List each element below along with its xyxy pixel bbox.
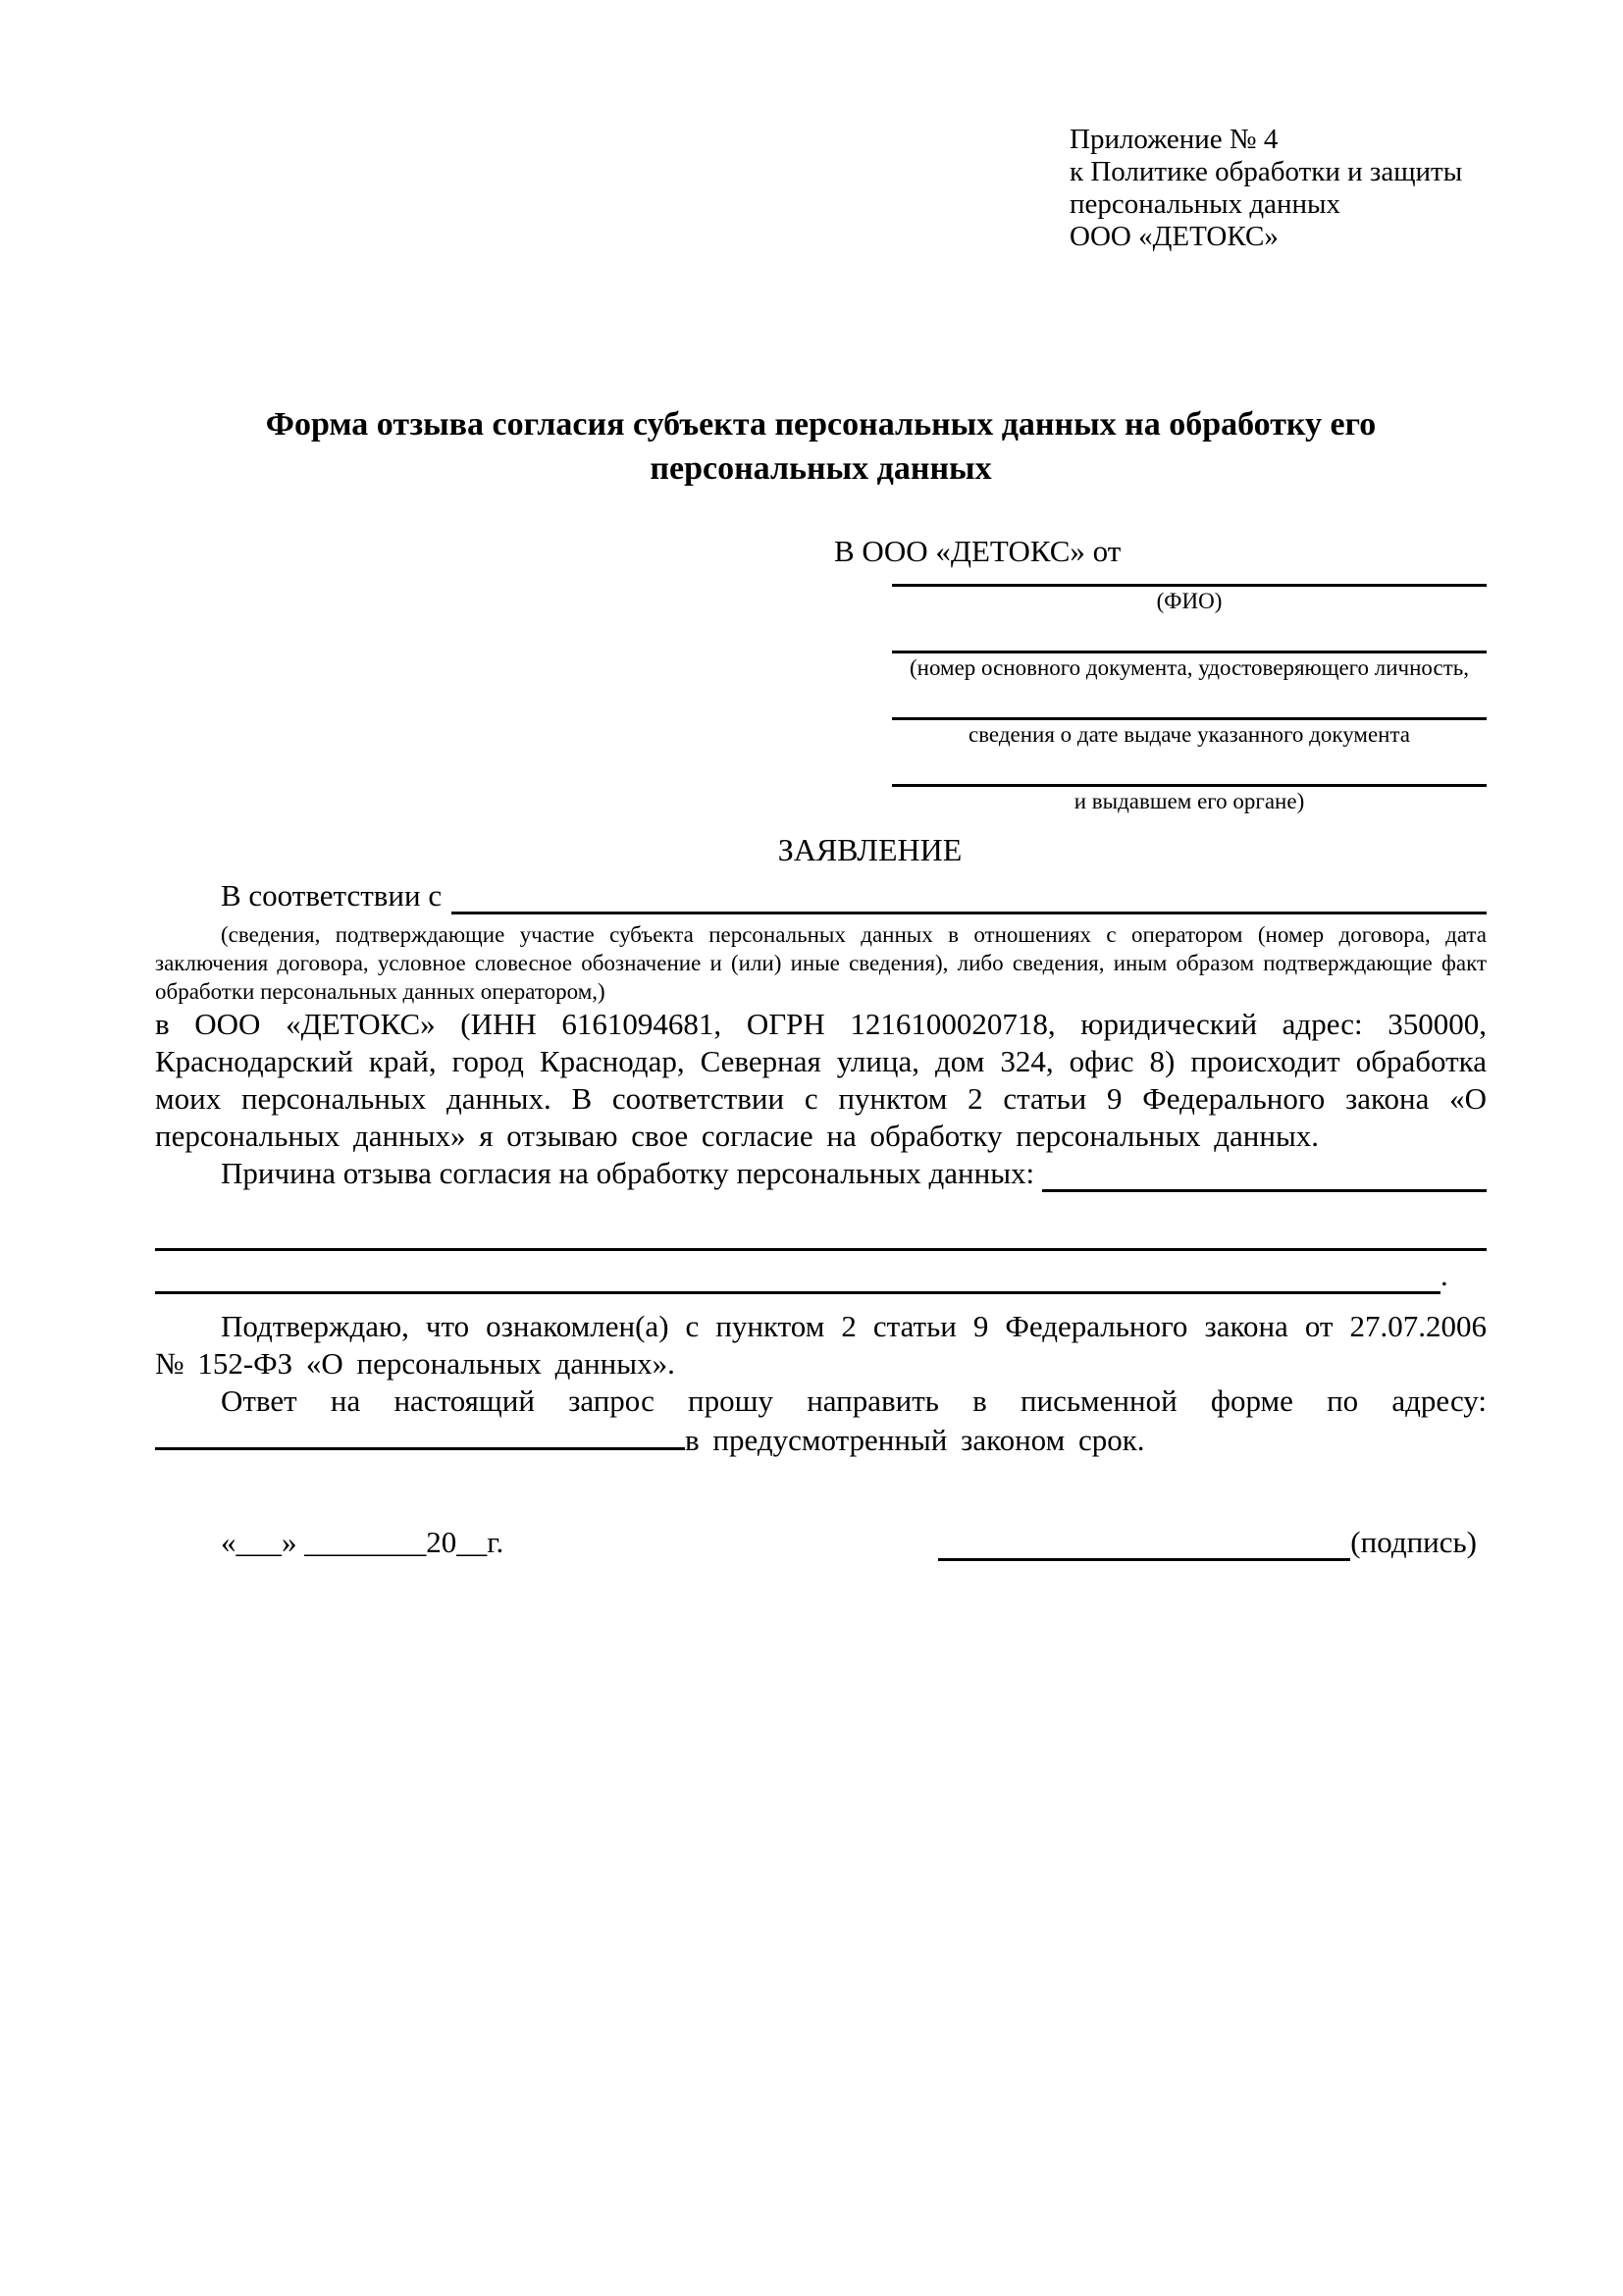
- reason-row: [155, 1155, 1487, 1192]
- basis-note: (сведения, подтверждающие участие субъекта персональных данных в отношениях с оператором (номер договора, дата заключения договора, условное словесное обозначение и (или) иные сведения), либо сведения, иным образом подтверждающие факт обработки персональных данных оператором,): [155, 922, 1487, 1004]
- issue-date-caption: сведения о дате выдаче указанного документа: [968, 722, 1411, 747]
- main-paragraph: в ООО «ДЕТОКС» (ИНН 6161094681, ОГРН 1216100020718, юридический адрес: 350000, Краснодарский край, город Краснодар, Северная улица, дом 324, офис 8) происходит обработка моих персональных данных. В соответствии с пунктом 2 статьи 9 Федерального закона «О персональных данных» я отзываю свое согласие на обработку персональных данных.: [155, 1007, 1487, 1153]
- signature-field[interactable]: [938, 1530, 1350, 1561]
- reason-extra-row: [155, 1251, 1487, 1294]
- basis-label: В соответствии с: [221, 878, 443, 913]
- document-title: Форма отзыва согласия субъекта персональных данных на обработку его персональных данных: [265, 406, 1377, 487]
- appendix-line: Приложение № 4: [1070, 124, 1279, 155]
- statement-heading: ЗАЯВЛЕНИЕ: [777, 832, 963, 867]
- id-document-field[interactable]: [892, 616, 1487, 653]
- reply-paragraph: [155, 1383, 1487, 1459]
- reply-prefix-text: Ответ на настоящий запрос прошу направить в письменной форме по адресу:: [221, 1383, 1487, 1418]
- issuing-authority-field[interactable]: [892, 750, 1487, 787]
- reason-label: Причина отзыва согласия на обработку персональных данных:: [221, 1156, 1035, 1190]
- signature-caption: (подпись): [1350, 1525, 1477, 1559]
- reply-suffix-text: в предусмотренный законом срок.: [685, 1423, 1145, 1457]
- reply-address-field[interactable]: [155, 1420, 685, 1450]
- appendix-line: ООО «ДЕТОКС»: [1070, 221, 1279, 252]
- basis-field[interactable]: [451, 881, 1487, 914]
- issuing-authority-caption: и выдавшем его органе): [1073, 789, 1305, 813]
- period-text: .: [1440, 1258, 1448, 1292]
- addressee-block: [155, 534, 1487, 816]
- confirmation-paragraph: Подтверждаю, что ознакомлен(а) с пунктом 2 статьи 9 Федерального закона от 27.07.2006 № 152-ФЗ «О персональных данных».: [155, 1309, 1487, 1381]
- fio-caption: (ФИО): [1156, 589, 1223, 613]
- basis-row: [155, 877, 1487, 914]
- id-document-caption: (номер основного документа, удостоверяющего личность,: [909, 655, 1469, 680]
- footer-row: [155, 1524, 1487, 1561]
- fio-field[interactable]: [892, 569, 1487, 587]
- signature-block: [938, 1524, 1477, 1561]
- date-field[interactable]: «___» ________20__г.: [221, 1525, 504, 1559]
- appendix-block: [1070, 124, 1487, 253]
- addressee-to-line: В ООО «ДЕТОКС» от: [834, 534, 1122, 568]
- reason-extra-field-1[interactable]: [155, 1227, 1487, 1251]
- appendix-line: персональных данных: [1070, 188, 1341, 220]
- reason-extra-field-2[interactable]: [155, 1251, 1440, 1294]
- reason-field[interactable]: [1042, 1159, 1487, 1192]
- issue-date-field[interactable]: [892, 683, 1487, 720]
- appendix-line: к Политике обработки и защиты: [1070, 156, 1463, 187]
